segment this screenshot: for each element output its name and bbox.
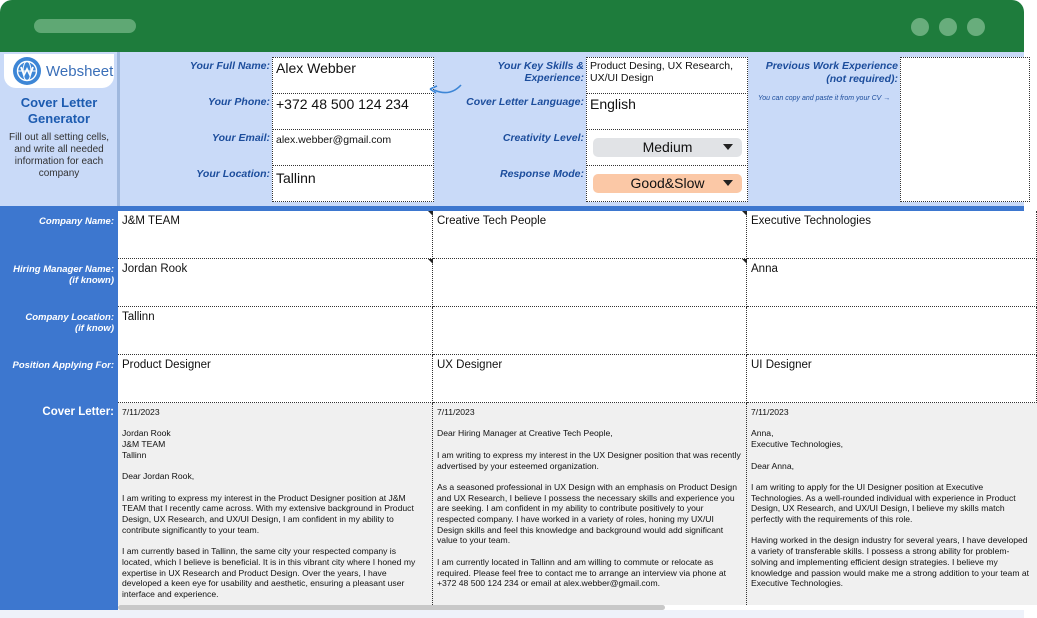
hiring-manager-cell[interactable]: Anna xyxy=(747,259,1037,307)
hiring-manager-row-label-line2: (if known) xyxy=(69,275,114,286)
cell-note-marker-icon xyxy=(742,259,747,264)
cover-letter-cell[interactable]: 7/11/2023 Jordan Rook J&M TEAM Tallinn Dear Jordan Rook, I am writing to express my interest in the Product Designer position at J&M TEAM that I recently came across. With my extensive background in Product Design, UX Research, and UX/UI Design, I am confident in my ability to contribute significantly to your team. I am currently based in Tallinn, the same city your respected company is located, which I believe is beneficial. It is in this vibrant city where I honed my expertise in UX Research and Product Design. Over the years, I have developed a keen eye for usability and aesthetic, ensuring a pleasant user interface and experience. xyxy=(118,403,433,605)
window-control-dot[interactable] xyxy=(939,18,957,36)
cover-letter-row-label: Cover Letter: xyxy=(42,406,114,418)
company-location-row-label-line1: Company Location: xyxy=(25,312,114,323)
response-mode-dropdown[interactable] xyxy=(593,174,742,193)
brand-panel xyxy=(0,52,118,206)
creativity-label: Creativity Level: xyxy=(502,132,584,144)
hiring-manager-cell[interactable] xyxy=(433,259,747,307)
company-location-cell[interactable] xyxy=(747,307,1037,355)
creativity-value: Medium xyxy=(642,139,693,155)
company-location-row-label xyxy=(2,312,114,334)
previous-experience-label xyxy=(752,60,898,86)
position-row-label: Position Applying For: xyxy=(12,360,114,371)
hiring-manager-row-label-line1: Hiring Manager Name: xyxy=(13,264,114,275)
position-cell[interactable]: UX Designer xyxy=(433,355,747,403)
row-labels-column xyxy=(0,211,118,618)
creativity-dropdown[interactable] xyxy=(593,138,742,157)
websheet-logo-icon xyxy=(13,57,41,85)
cell-note-marker-icon xyxy=(742,211,747,216)
company-location-cell[interactable] xyxy=(433,307,747,355)
skills-label: Your Key Skills & Experience: xyxy=(497,60,584,84)
previous-experience-field[interactable] xyxy=(900,57,1030,202)
previous-experience-label-line1: Previous Work Experience xyxy=(765,60,898,72)
phone-label: Your Phone: xyxy=(207,96,270,108)
email-label: Your Email: xyxy=(212,132,270,144)
hiring-manager-cell[interactable]: Jordan Rook xyxy=(118,259,433,307)
cell-note-marker-icon xyxy=(428,211,433,216)
cover-letter-cell[interactable]: 7/11/2023 Anna, Executive Technologies, Dear Anna, I am writing to apply for the UI Designer position at Executive Technologies. As a well-rounded individual with experience in Product Design, UX Research, and UX/UI Design, I believe my skills match perfectly with the requirements of this role. Having worked in the design industry for several years, I have developed a variety of transferable skills. I possess a strong ability for problem-solving and implementing efficient design strategies. I believe my knowledge and passion would make me a strong addition to your team at Executive Technologies. xyxy=(747,403,1037,605)
address-bar[interactable] xyxy=(34,19,136,33)
divider xyxy=(117,52,120,206)
app-title: Cover Letter Generator xyxy=(20,95,98,126)
window-titlebar xyxy=(0,0,1024,52)
settings-panel xyxy=(0,52,1024,206)
previous-experience-label-line2: (not required): xyxy=(826,73,898,85)
previous-experience-note: You can copy and paste it from your CV → xyxy=(758,95,891,102)
response-mode-label: Response Mode: xyxy=(499,168,584,180)
response-mode-value: Good&Slow xyxy=(630,175,705,191)
company-name-cell[interactable] xyxy=(433,211,747,259)
cell-note-marker-icon xyxy=(428,259,433,264)
email-field[interactable]: alex.webber@gmail.com xyxy=(272,129,434,166)
skills-field[interactable]: Product Desing, UX Research, UX/UI Design xyxy=(586,57,748,94)
full-name-label: Your Full Name: xyxy=(189,60,270,72)
location-field[interactable]: Tallinn xyxy=(272,165,434,202)
phone-field[interactable]: +372 48 500 124 234 xyxy=(272,93,434,130)
company-name-cell[interactable]: J&M TEAM xyxy=(118,211,433,259)
logo-text: Websheet xyxy=(46,63,114,80)
company-name-row-label: Company Name: xyxy=(39,216,114,227)
logo xyxy=(4,54,114,88)
app-description: Fill out all setting cells, and write all needed information for each company xyxy=(8,132,110,179)
chevron-down-icon xyxy=(723,180,733,186)
company-location-row-label-line2: (if know) xyxy=(74,323,114,334)
cover-letter-cell[interactable]: 7/11/2023 Dear Hiring Manager at Creative Tech People, I am writing to express my interest in the UX Designer position that was recently advertised by your esteemed organization. As a seasoned professional in UX Design with an emphasis on Product Design and UX Research, I believe I possess the necessary skills and experience you are seeking. I am confident in my ability to contribute positively to your respected company. I have worked in a variety of roles, honing my UX/UI Design skills and feel this knowledge and background would add significant value to your team. I am currently located in Tallinn and am willing to commute or relocate as required. Please feel free to contact me to arrange an interview via phone at +372 48 500 124 234 or email at alex.webber@gmail.com. xyxy=(433,403,747,605)
location-label: Your Location: xyxy=(196,168,270,180)
spreadsheet xyxy=(0,52,1030,618)
language-label: Cover Letter Language: xyxy=(466,96,584,108)
company-name-cell[interactable]: Executive Technologies xyxy=(747,211,1037,259)
position-cell[interactable]: Product Designer xyxy=(118,355,433,403)
company-location-cell[interactable]: Tallinn xyxy=(118,307,433,355)
hiring-manager-row-label xyxy=(2,264,114,286)
chevron-down-icon xyxy=(723,144,733,150)
sheet-footer xyxy=(0,610,1024,618)
company-name-value: Creative Tech People xyxy=(437,215,547,227)
full-name-field[interactable]: Alex Webber xyxy=(272,57,434,94)
language-field[interactable]: English xyxy=(586,93,748,130)
window-control-dot[interactable] xyxy=(967,18,985,36)
position-cell[interactable]: UI Designer xyxy=(747,355,1037,403)
window-control-dot[interactable] xyxy=(911,18,929,36)
